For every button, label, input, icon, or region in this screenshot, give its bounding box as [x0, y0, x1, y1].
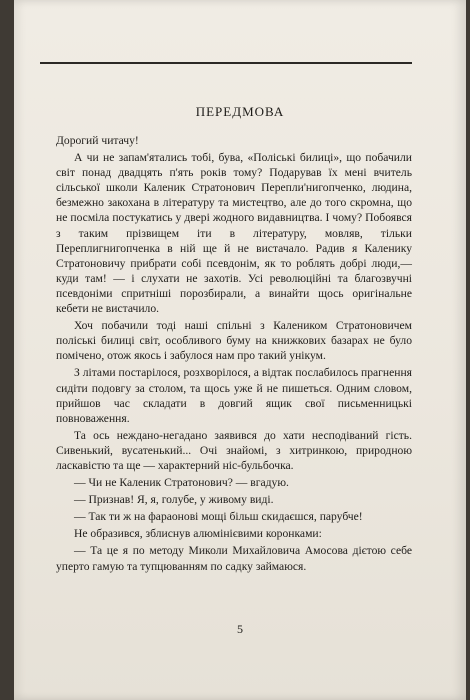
- paragraph: Хоч побачили тоді наші спільні з Калеником Стратоновичем поліські билиці світ, особливого буму на книжкових базарах не було помічено, отож якось і забулося нам про такий унікум.: [56, 319, 412, 363]
- dialogue-line: — Чи не Каленик Стратонович? — вгадую.: [74, 476, 289, 490]
- paragraph-greeting: Дорогий читачу!: [56, 134, 139, 147]
- body-text: [56, 133, 412, 576]
- page-heading: ПЕРЕДМОВА: [195, 104, 285, 119]
- dialogue-line: — Так ти ж на фараонові мощі більш скидаєшся, парубче!: [74, 510, 363, 524]
- paragraph: З літами постарілося, розхворілося, а відтак послабилось прагнення сидіти подовгу за столом, та щось уже й не пишеться. Одним словом, прийшов час складати в довгий ящик свої письменницькі повноваження.: [56, 366, 412, 425]
- book-page: [14, 0, 466, 700]
- dialogue-line: — Признав! Я, я, голубе, у живому виді.: [74, 493, 274, 507]
- header-rule: [40, 62, 412, 64]
- paragraph: Та ось неждано-негадано заявився до хати несподіваний гість. Сивенький, вусатенький... Очі знайомі, з хитринкою, природною ласкавістю та ще — характерний ніс-бульбочка.: [56, 428, 412, 472]
- dialogue-line: — Та це я по методу Миколи Михайловича Амосова дієтою себе уперто гамую та тупцюванням по садку займаюся.: [56, 544, 412, 573]
- page-number: 5: [237, 622, 243, 636]
- paragraph: А чи не запам'ятались тобі, бува, «Поліські билиці», що побачили світ понад двадцять п'ять років тому? Подарував їх мені вчитель сільської школи Каленик Стратонович Перепли'нигопченко, людина, безмежно закохана в літературу та мистецтво, але до того скромна, що не посміла постукатись у двері жодного видавництва. І чому? Побоявся з таким прізвищем іти в літературу, мовляв, тільки Переплигнигопченка в ній ще й не вистачало. Радив я Каленику Стратоновичу прибрати собі псевдонім, як то роблять добрі люди,— куди там! — і слухати не захотів. Усі революційні та благозвучні псевдоніми спритніші порозбирали, а винайти щось оригінальне кебети не вистачило.: [56, 151, 412, 316]
- paragraph: Не образився, зблиснув алюмінієвими коронками:: [74, 527, 322, 541]
